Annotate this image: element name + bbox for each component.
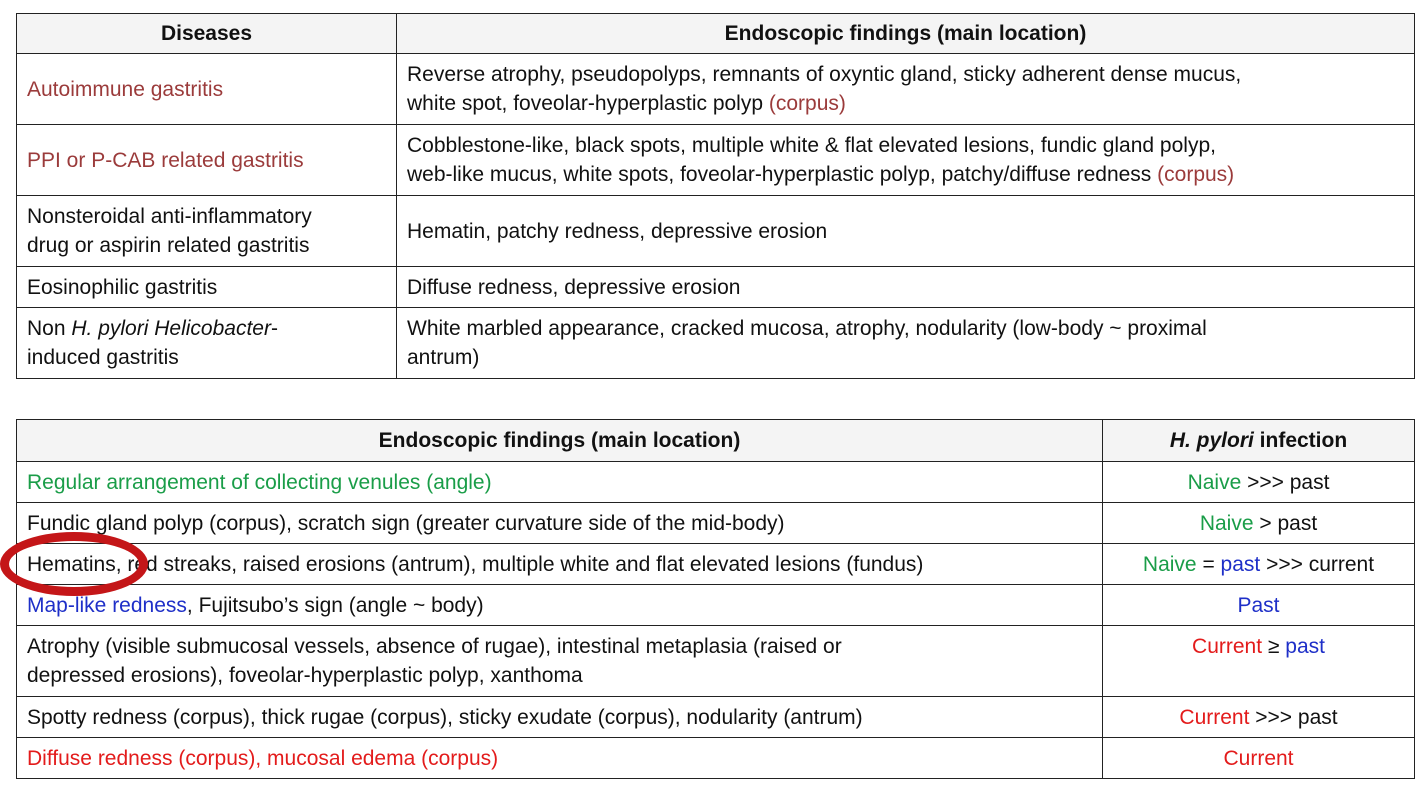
table-row [17,585,1415,626]
infection-text: > past [1253,511,1318,535]
disease-text: Nonsteroidal anti-inflammatory [27,205,312,228]
table-row [17,462,1415,503]
finding-text: Atrophy (visible submucosal vessels, absence of rugae), intestinal metaplasia (raised or [27,635,842,658]
infection-cell: Current [1103,738,1415,779]
disease-text: induced gastritis [27,346,179,369]
table-row [17,267,1415,308]
finding-text: Reverse atrophy, pseudopolyps, remnants of oxyntic gland, sticky adherent dense mucus, [407,63,1242,86]
header-text: infection [1253,429,1348,452]
finding-text: antrum) [407,346,480,369]
infection-cell [1103,462,1415,503]
naive-text: Naive [1187,470,1242,494]
disease-cell [17,196,397,267]
finding-text: depressed erosions), foveolar-hyperplastic polyp, xanthoma [27,664,583,687]
infection-cell: Past [1103,585,1415,626]
infection-text: = [1196,552,1221,576]
finding-cell: Fundic gland polyp (corpus), scratch sign (greater curvature side of the mid-body) [17,503,1103,544]
naive-text: Naive [1199,511,1254,535]
infection-text: >>> past [1241,470,1330,494]
infection-cell [1103,626,1415,697]
finding-cell [17,585,1103,626]
header-italic-text: H. pylori [1169,429,1254,452]
finding-cell [397,308,1415,379]
current-text: Current [1192,635,1263,658]
infection-cell [1103,503,1415,544]
table-row [17,697,1415,738]
finding-text: , Fujitsubo’s sign (angle ~ body) [186,593,484,617]
finding-cell [397,54,1415,125]
header-endoscopic-findings: Endoscopic findings (main location) [17,420,1103,462]
past-text: past [1220,552,1261,576]
table-row [17,738,1415,779]
disease-cell: Eosinophilic gastritis [17,267,397,308]
finding-highlight-text: Map-like redness [27,593,187,617]
location-text: (corpus) [768,92,846,115]
finding-text: white spot, foveolar-hyperplastic polyp [407,92,769,115]
disease-text: Non [27,317,72,340]
finding-cell: Hematins, red streaks, raised erosions (antrum), multiple white and flat elevated lesions (fundus) [17,544,1103,585]
current-text: Current [1179,705,1250,729]
table-row [17,196,1415,267]
disease-text: - [270,317,278,340]
infection-text: >>> past [1249,705,1338,729]
finding-cell: Hematin, patchy redness, depressive erosion [397,196,1415,267]
table-header-row [17,14,1415,54]
finding-cell: Regular arrangement of collecting venules (angle) [17,462,1103,503]
table-row [17,626,1415,697]
header-endoscopic-findings: Endoscopic findings (main location) [397,14,1415,54]
header-diseases: Diseases [17,14,397,54]
infection-cell [1103,697,1415,738]
disease-findings-table [16,13,1415,379]
finding-cell [397,125,1415,196]
infection-cell [1103,544,1415,585]
table-row [17,308,1415,379]
table-row [17,503,1415,544]
table-row [17,544,1415,585]
finding-text: White marbled appearance, cracked mucosa, atrophy, nodularity (low-body ~ proximal [407,317,1207,340]
hpylori-findings-table [16,419,1415,779]
finding-cell: Diffuse redness (corpus), mucosal edema (corpus) [17,738,1103,779]
finding-cell: Spotty redness (corpus), thick rugae (corpus), sticky exudate (corpus), nodularity (antrum) [17,697,1103,738]
table-header-row [17,420,1415,462]
location-text: (corpus) [1157,163,1235,186]
table-row [17,54,1415,125]
naive-text: Naive [1142,552,1197,576]
disease-italic-text: Helicobacter [154,317,271,340]
table-row [17,125,1415,196]
infection-text: ≥ [1262,635,1286,658]
header-hpylori-infection [1103,420,1415,462]
disease-cell: Autoimmune gastritis [17,54,397,125]
disease-cell: PPI or P-CAB related gastritis [17,125,397,196]
disease-cell [17,308,397,379]
finding-cell [17,626,1103,697]
disease-text: drug or aspirin related gastritis [27,234,310,257]
disease-italic-text: H. pylori [71,317,149,340]
finding-text: web-like mucus, white spots, foveolar-hyperplastic polyp, patchy/diffuse redness [407,163,1158,186]
finding-text: Cobblestone-like, black spots, multiple white & flat elevated lesions, fundic gland polyp, [407,134,1216,157]
infection-text: >>> current [1260,552,1375,576]
finding-cell: Diffuse redness, depressive erosion [397,267,1415,308]
past-text: past [1285,635,1325,658]
